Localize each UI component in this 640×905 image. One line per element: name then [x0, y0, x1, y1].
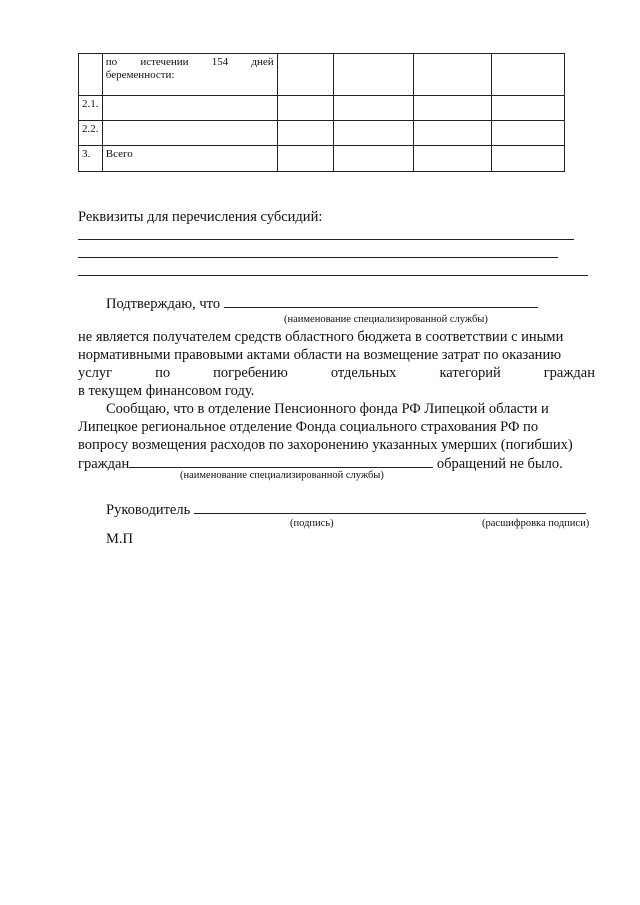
row-description [102, 96, 277, 121]
table-cell [491, 54, 564, 96]
table-cell [491, 121, 564, 146]
row-description: Всего [102, 146, 277, 172]
report-line-1: Сообщаю, что в отделение Пенсионного фонда РФ Липецкой области и [106, 401, 549, 417]
signature-hint-sign: (подпись) [290, 518, 334, 529]
row-number: 3. [79, 146, 103, 172]
row-number [79, 54, 103, 96]
table-row [79, 54, 565, 96]
confirm-hint: (наименование специализированной службы) [284, 314, 488, 325]
table-cell [413, 96, 491, 121]
table-cell [413, 54, 491, 96]
requisites-line-3 [78, 275, 588, 276]
signature-hint-name: (расшифровка подписи) [482, 518, 590, 529]
row-description [102, 54, 277, 96]
table-row [79, 146, 565, 172]
table-cell [491, 146, 564, 172]
table-cell [277, 146, 333, 172]
table-cell [491, 96, 564, 121]
table-cell [277, 121, 333, 146]
row-description-line1: по истечении 154 дней [105, 56, 274, 68]
requisites-line-1 [78, 239, 574, 240]
table-cell [277, 96, 333, 121]
report-line-4: граждан обращений не было. [78, 456, 563, 472]
table-row [79, 121, 565, 146]
table-cell [333, 146, 413, 172]
table-cell [333, 96, 413, 121]
table-cell [333, 121, 413, 146]
row-number: 2.1. [79, 96, 103, 121]
confirm-lead: Подтверждаю, что [106, 294, 538, 313]
report-line-2: Липецкое региональное отделение Фонда социального страхования РФ по [78, 419, 539, 435]
requisites-line-2 [78, 257, 558, 258]
confirm-line-4: в текущем финансовом году. [78, 383, 255, 399]
signature-blank [194, 500, 586, 514]
table-cell [413, 146, 491, 172]
table-cell [333, 54, 413, 96]
subsidy-table [78, 53, 565, 172]
signature-label: Руководитель [106, 502, 191, 518]
table-cell [413, 121, 491, 146]
confirm-line-2: нормативными правовыми актами области на возмещение затрат по оказанию [78, 347, 562, 363]
service-name-blank-2 [129, 454, 433, 468]
table-row [79, 96, 565, 121]
table-cell [277, 54, 333, 96]
row-number: 2.2. [79, 121, 103, 146]
report-hint: (наименование специализированной службы) [180, 470, 384, 481]
confirm-line-3: услуг по погребению отдельных категорий граждан [78, 365, 595, 381]
stamp-label: М.П [106, 531, 133, 547]
requisites-label: Реквизиты для перечисления субсидий: [78, 209, 323, 225]
service-name-blank [224, 294, 538, 308]
report-line-3: вопросу возмещения расходов по захоронению указанных умерших (погибших) [78, 437, 573, 453]
row-description [102, 121, 277, 146]
confirm-line-1: не является получателем средств областного бюджета в соответствии с иными [78, 329, 564, 345]
row-description-line2: беременности: [105, 69, 175, 81]
signature-row [106, 500, 586, 519]
